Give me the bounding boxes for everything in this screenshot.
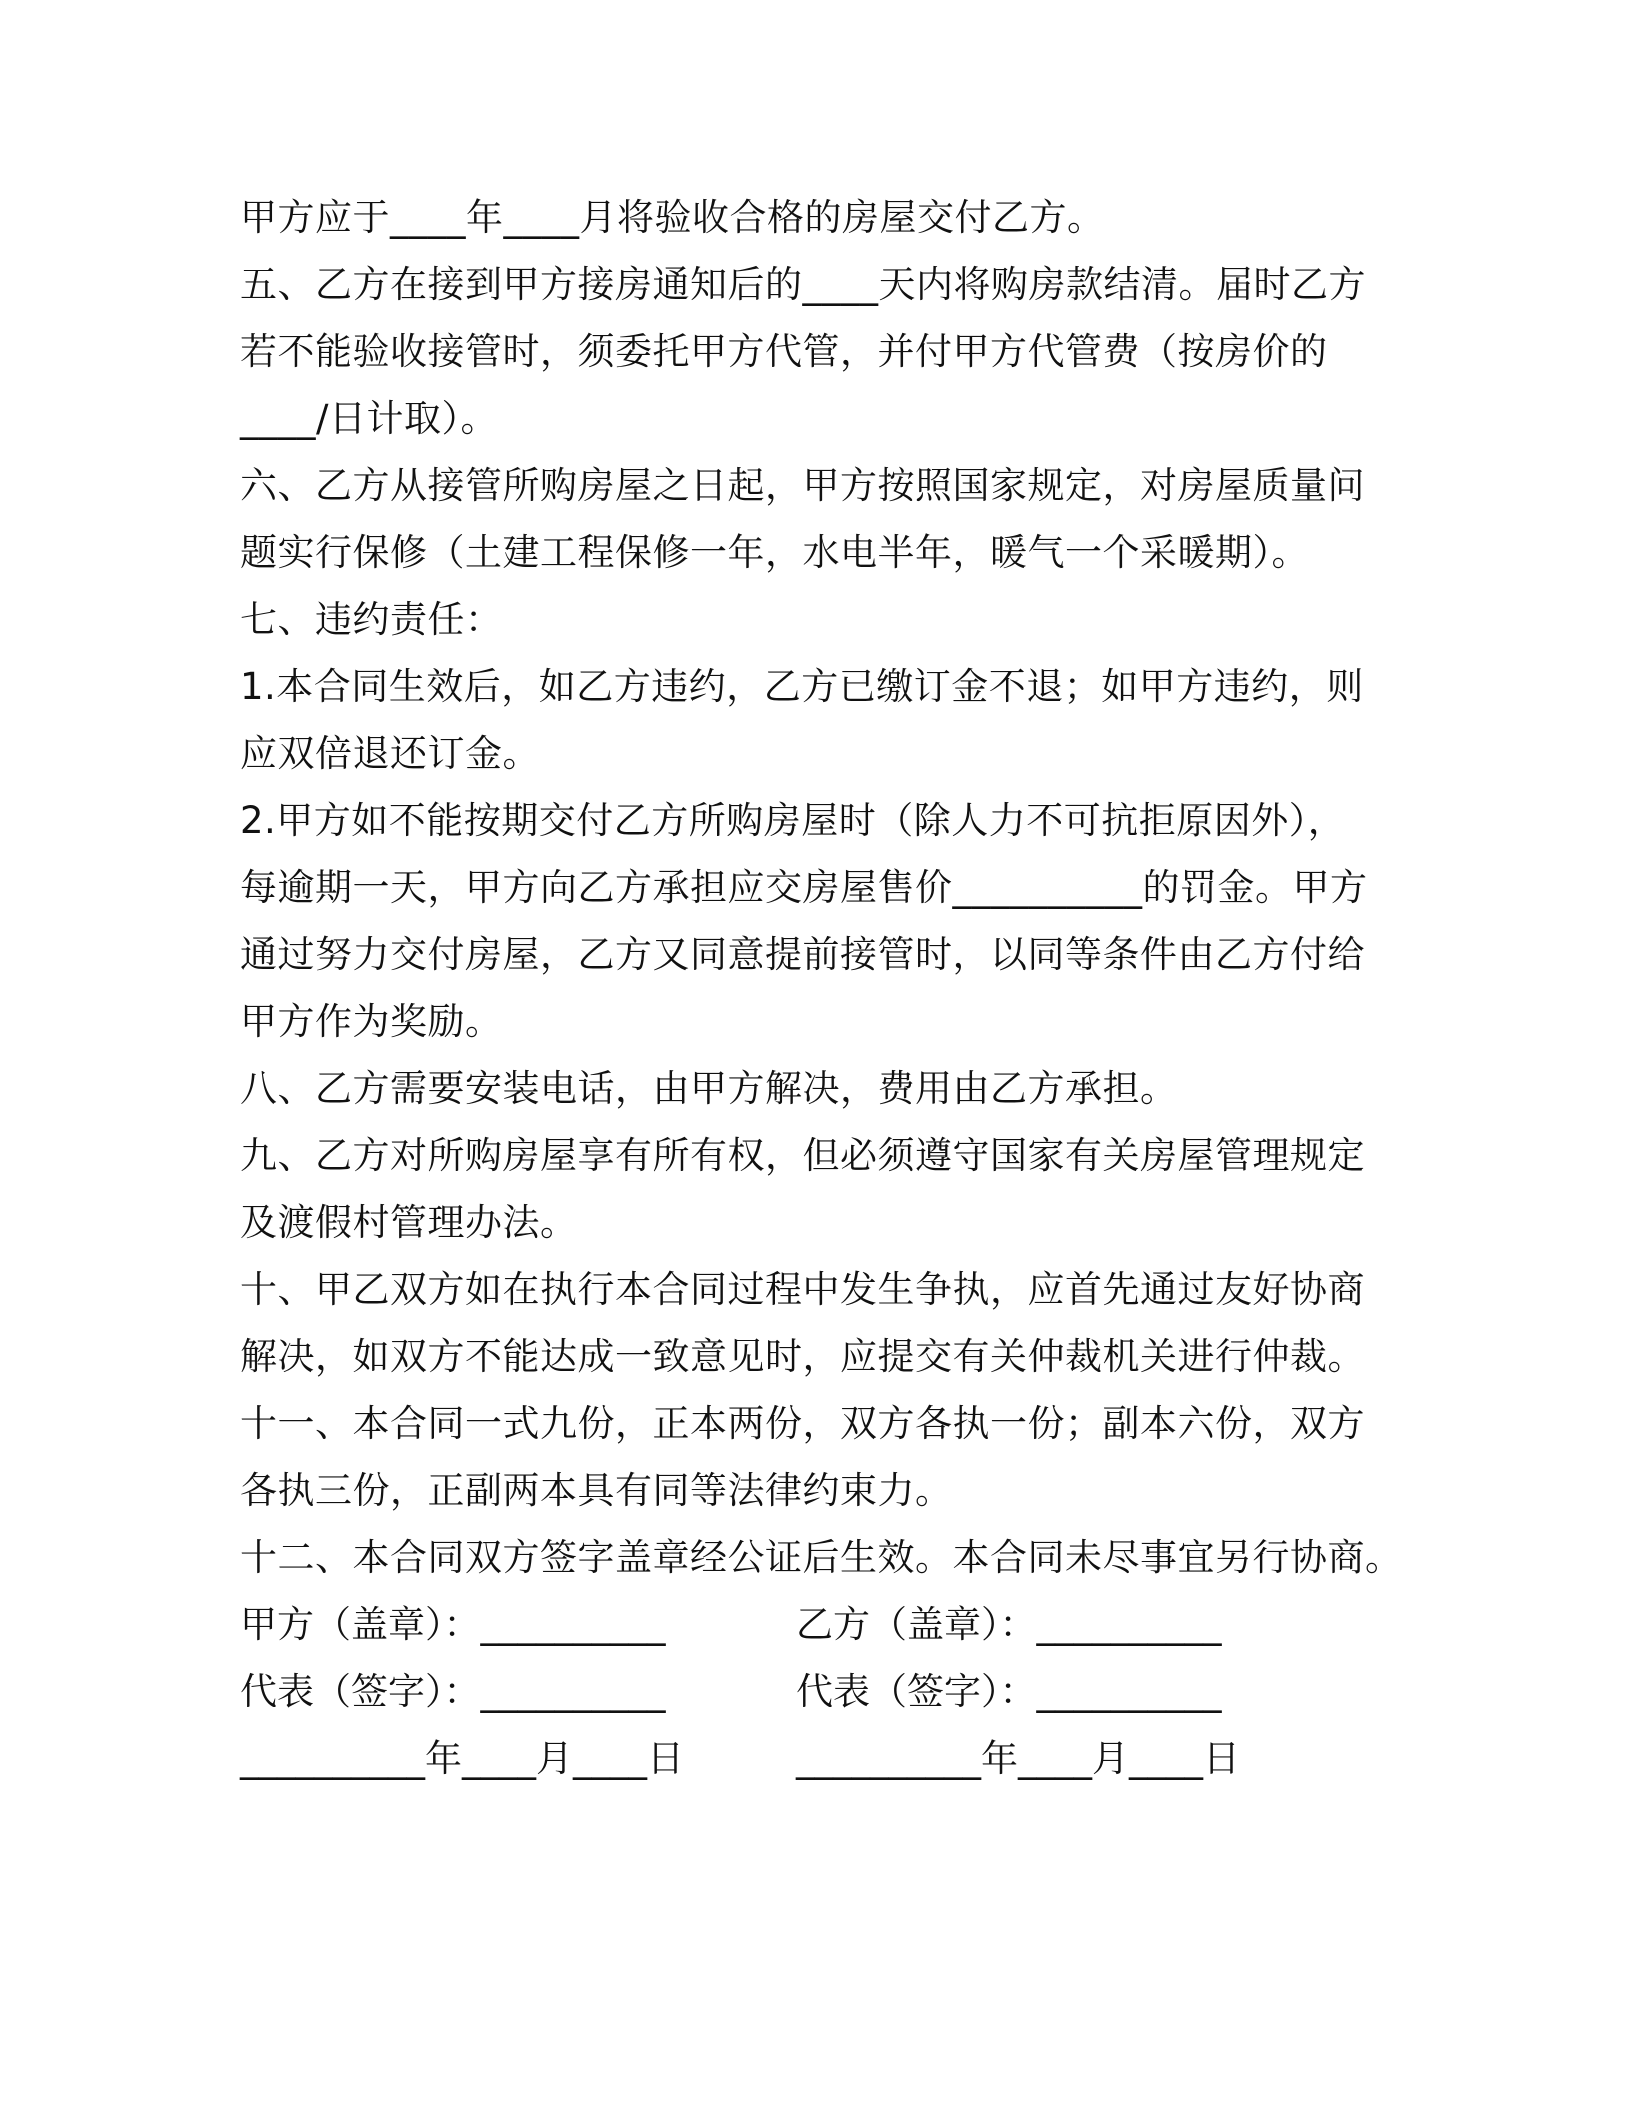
clause-line: 1.本合同生效后，如乙方违约，乙方已缴订金不退；如甲方违约，则 — [240, 665, 1364, 708]
party-a-representative: 代表（签字）：__________ — [240, 1670, 666, 1713]
clause-line: 解决，如双方不能达成一致意见时，应提交有关仲裁机关进行仲裁。 — [240, 1335, 1365, 1378]
clause-line: 每逾期一天，甲方向乙方承担应交房屋售价__________的罚金。甲方 — [240, 866, 1368, 909]
clause-line: 五、乙方在接到甲方接房通知后的____天内将购房款结清。届时乙方 — [240, 263, 1366, 306]
clause-line: 应双倍退还订金。 — [240, 732, 540, 775]
clause-line: 题实行保修（土建工程保修一年，水电半年，暖气一个采暖期）。 — [240, 531, 1309, 574]
clause-line: 八、乙方需要安装电话，由甲方解决，费用由乙方承担。 — [240, 1067, 1178, 1110]
seal-row — [240, 1591, 1420, 1658]
party-a-date: __________年____月____日 — [240, 1737, 684, 1780]
clause-line: 十二、本合同双方签字盖章经公证后生效。本合同未尽事宜另行协商。 — [240, 1536, 1403, 1579]
clause-line: 九、乙方对所购房屋享有所有权，但必须遵守国家有关房屋管理规定 — [240, 1134, 1365, 1177]
contract-body — [240, 184, 1420, 1792]
clause-line: 2.甲方如不能按期交付乙方所购房屋时（除人力不可抗拒原因外）， — [240, 799, 1346, 842]
clause-line: 七、违约责任： — [240, 598, 503, 641]
party-b-seal: 乙方（盖章）：__________ — [796, 1603, 1222, 1646]
clause-line: 通过努力交付房屋，乙方又同意提前接管时，以同等条件由乙方付给 — [240, 933, 1365, 976]
party-b-date: __________年____月____日 — [796, 1737, 1240, 1780]
party-b-representative: 代表（签字）：__________ — [796, 1670, 1222, 1713]
party-a-seal: 甲方（盖章）：__________ — [240, 1603, 666, 1646]
clause-line: 十、甲乙双方如在执行本合同过程中发生争执，应首先通过友好协商 — [240, 1268, 1365, 1311]
clause-line: 各执三份，正副两本具有同等法律约束力。 — [240, 1469, 953, 1512]
representative-row — [240, 1658, 1420, 1725]
clause-line: ____/日计取）。 — [240, 397, 498, 440]
clause-line: 甲方作为奖励。 — [240, 1000, 503, 1043]
clause-line: 十一、本合同一式九份，正本两份，双方各执一份；副本六份，双方 — [240, 1402, 1365, 1445]
clause-line: 甲方应于____年____月将验收合格的房屋交付乙方。 — [240, 196, 1105, 239]
clause-line: 六、乙方从接管所购房屋之日起，甲方按照国家规定，对房屋质量问 — [240, 464, 1365, 507]
clause-line: 及渡假村管理办法。 — [240, 1201, 578, 1244]
date-row — [240, 1725, 1420, 1792]
clause-line: 若不能验收接管时，须委托甲方代管，并付甲方代管费（按房价的 — [240, 330, 1328, 373]
